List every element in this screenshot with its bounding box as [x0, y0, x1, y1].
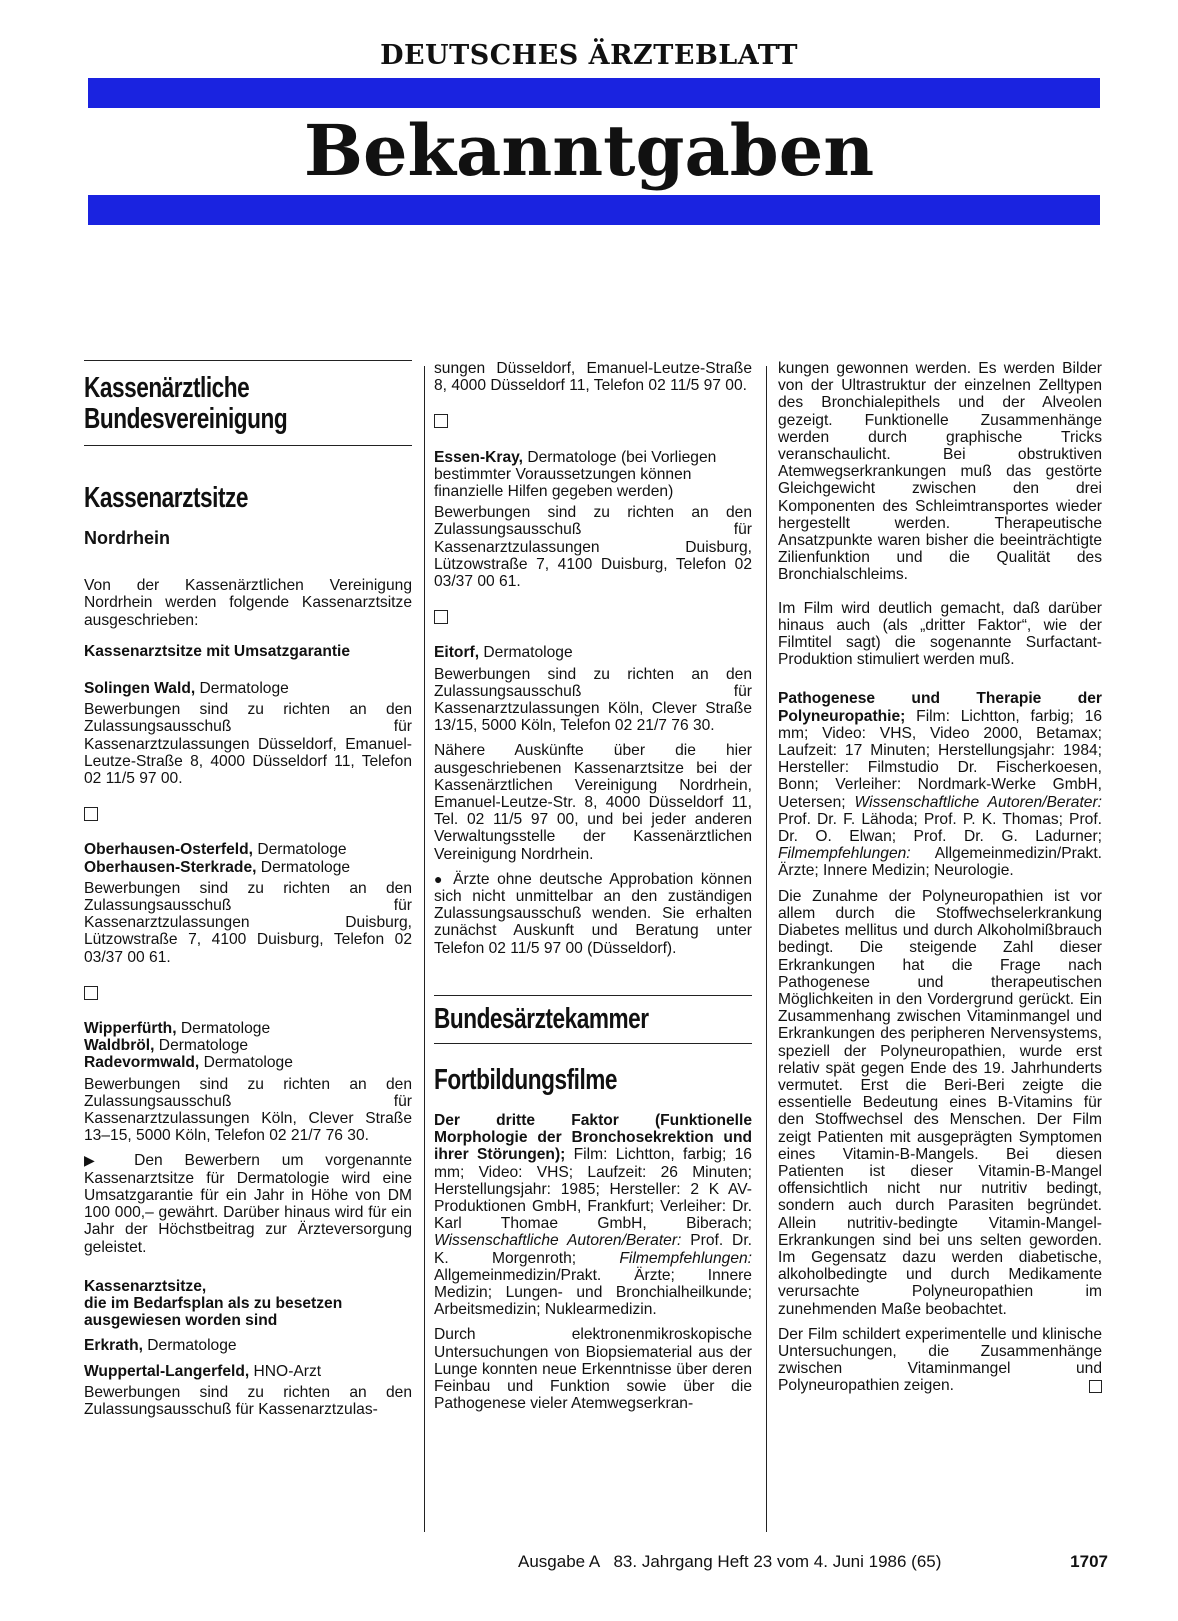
column-2 — [434, 360, 752, 1420]
separator-square-icon — [434, 610, 448, 624]
film-description: Der Film schildert experimentelle und klinische Untersuchungen, die Zusammenhänge zwischen Vitaminmangel und Polyneuropathien zeigen. — [778, 1325, 1102, 1395]
section-heading: Kassenärztliche Bundesvereinigung — [84, 372, 288, 435]
film-description: kungen gewonnen werden. Es werden Bilder von der Ultrastruktur der einzelnen Zelltypen des Bronchialepithels und der Alveolen gezeigt. Funktionelle Zusammenhänge werden durch graphische Tricks veranschaulicht. Bei obstruktiven Atemwegserkrankungen muß das gestörte Gleichgewicht zwischen den drei Komponenten des Schleimtransportes wieder hergestellt werden. Therapeutische Ansatzpunkte waren bisher die beeinträchtigte Zilienfunktion und die Qualität des Bronchialschleims. — [778, 360, 1102, 584]
film-description: Die Zunahme der Polyneuropathien ist vor allem durch die Stoffwechselerkrankung Diabetes mellitus und durch Alkoholmißbrauch bedingt. Die steigende Zahl dieser Erkrankungen hat die Frage nach Pathogenese und therapeutischen Möglichkeiten in den Vordergrund gerückt. Ein Zusammenhang zwischen Vitaminmangel und Erkrankungen des peripheren Nervensystems, speziell der Polyneuropathien, wurde erst relativ spät gegen Ende des 19. Jahrhunderts vermutet. Erst die Beri-Beri zeigte die essentielle Bedeutung eines B-Vitamins für den Stoffwechsel des Menschen. Der Film zeigt Patienten mit ausgeprägten Symptomen eines Vitamin-B-Mangels. Bei diesen Patienten ist dieser Vitamin-B-Mangel offensichtlich nicht nur nutritiv bedingt, sondern auch durch Parasiten begründet. Allein nutritiv-bedingte Vitamin-Mangel-Erkrankungen sind bei uns selten geworden. Im Gegensatz dazu werden diabetische, alkoholbedingte und durch Medikamente verursachte Polyneuropathien im zunehmenden Maße beobachtet. — [778, 887, 1102, 1318]
journal-name: DEUTSCHES ÄRZTEBLATT — [380, 40, 798, 71]
info-text: Nähere Auskünfte über die hier ausgeschriebenen Kassenarztsitze bei der Kassenärztlichen Vereinigung Nordrhein, Emanuel-Leutze-Str. 8, 4000 Düsseldorf 11, Tel. 02 11/5 97 00, und bei jeder anderen Verwaltungsstelle der Kassenärztlichen Vereinigung Nordrhein. — [434, 742, 752, 863]
subsection-heading: Fortbildungsfilme — [434, 1063, 618, 1096]
listing-text: Bewerbungen sind zu richten an den Zulassungsausschuß für Kassenarztzulassungen Duisburg, Lützowstraße 7, 4100 Duisburg, Telefon 02 03/37 00 61. — [434, 504, 752, 591]
approbation-note: ● Ärzte ohne deutsche Approbation können sich nicht unmittelbar an den zuständigen Zulassungsausschuß wenden. Sie erhalten zunächst Auskunft und Beratung unter Telefon 02 11/5 97 00 (Düsseldorf). — [434, 870, 752, 957]
list-heading: die im Bedarfsplan als zu besetzen — [84, 1294, 343, 1312]
list-heading: Kassenarztsitze, — [84, 1277, 207, 1295]
film-description: Im Film wird deutlich gemacht, daß darüber hinaus auch (als „dritter Faktor“, wie der Filmtitel sagt) die sogenannte Surfactant-Produktion stimuliert werden muß. — [778, 599, 1102, 669]
listing-title: Wuppertal-Langerfeld, HNO-Arzt — [84, 1362, 322, 1380]
listing-title: Eitorf, Dermatologe — [434, 644, 573, 662]
listing-text: Bewerbungen sind zu richten an den Zulassungsausschuß für Kassenarztzulassungen Köln, Clever Straße 13–15, 5000 Köln, Telefon 02 21/7 76 30. — [84, 1075, 412, 1145]
page-title: Bekanntgaben — [303, 109, 875, 192]
listing-title: Oberhausen-Sterkrade, Dermatologe — [84, 858, 351, 876]
page-number: 1707 — [1070, 1552, 1108, 1571]
listing-title: Solingen Wald, Dermatologe — [84, 680, 289, 698]
film-entry: Der dritte Faktor (Funktionelle Morphologie der Bronchosekrektion und ihrer Störungen); Film: Lichtton, farbig; 16 mm; Video: VHS; Laufzeit: 26 Minuten; Herstellungsjahr: 1985; Hersteller: 2 K AV-Produktionen GmbH, Frankfurt; Verleiher: Dr. Karl Thomae GmbH, Biberach; Wissenschaftliche Autoren/Berater: Prof. Dr. K. Morgenroth; Filmempfehlungen: Allgemeinmedizin/Prakt. Ärzte; Innere Medizin; Lungen- und Bronchialheilkunde; Arbeitsmedizin; Nuklearmedizin. — [434, 1111, 752, 1319]
listing-title: Erkrath, Dermatologe — [84, 1337, 237, 1355]
listing-text: sungen Düsseldorf, Emanuel-Leutze-Straße 8, 4000 Düsseldorf 11, Telefon 02 11/5 97 00. — [434, 360, 752, 395]
film-description: Durch elektronenmikroskopische Untersuchungen von Biopsiematerial aus der Lunge konnten neue Erkenntnisse über deren Feinbau und Funktion sowie über die Pathogenese vieler Atemwegserkran- — [434, 1326, 752, 1413]
masthead-bar-bottom — [88, 195, 1100, 225]
arrow-icon: ▶ — [84, 1152, 113, 1169]
listing-title: Radevormwald, Dermatologe — [84, 1054, 293, 1072]
intro-text: Von der Kassenärztlichen Vereinigung Nordrhein werden folgende Kassenarztsitze ausgeschrieben: — [84, 577, 412, 629]
separator-square-icon — [434, 414, 448, 428]
bullet-icon: ● — [434, 870, 446, 887]
issue-info: Ausgabe A 83. Jahrgang Heft 23 vom 4. Juni 1986 (65) — [518, 1552, 942, 1571]
listing-text: Bewerbungen sind zu richten an den Zulassungsausschuß für Kassenarztzulassungen Köln, Clever Straße 13/15, 5000 Köln, Telefon 02 21/7 76 30. — [434, 665, 752, 735]
section-heading: Bundesärztekammer — [434, 1002, 649, 1035]
guarantee-note: ▶ Den Bewerbern um vorgenannte Kassenarztsitze für Dermatologie wird eine Umsatzgarantie für ein Jahr in Höhe von DM 100 000,– gewährt. Darüber hinaus wird für ein Jahr der Höchstbeitrag zur Ärzteversorgung geleistet. — [84, 1152, 412, 1256]
listing-text: Bewerbungen sind zu richten an den Zulassungsausschuß für Kassenarztzulassungen Duisburg, Lützowstraße 7, 4100 Duisburg, Telefon 02 03/37 00 61. — [84, 879, 412, 966]
listing-title: Oberhausen-Osterfeld, Dermatologe — [84, 841, 347, 859]
separator-square-icon — [84, 807, 98, 821]
region-heading: Nordrhein — [84, 528, 171, 548]
list-heading: Kassenarztsitze mit Umsatzgarantie — [84, 642, 351, 660]
listing-title: Essen-Kray, Dermatologe (bei Vorliegen bestimmter Voraussetzungen können finanzielle Hilfen gegeben werden) — [434, 448, 717, 501]
listing-title: Waldbröl, Dermatologe — [84, 1037, 249, 1055]
column-divider — [424, 366, 425, 1532]
film-entry: Pathogenese und Therapie der Polyneuropathie; Film: Lichtton, farbig; 16 mm; Video: VHS, Video 2000, Betamax; Laufzeit: 17 Minuten; Herstellungsjahr: 1984; Hersteller: Filmstudio Dr. Fischerkoesen, Bonn; Verleiher: Nordmark-Werke GmbH, Uetersen; Wissenschaftliche Autoren/Berater: Prof. Dr. F. Lähoda; Prof. P. K. Thomas; Prof. Dr. O. Elwan; Prof. Dr. G. Ladurner; Filmempfehlungen: Allgemeinmedizin/Prakt. Ärzte; Innere Medizin; Neurologie. — [778, 690, 1102, 880]
page-footer — [518, 1552, 1108, 1572]
column-divider — [766, 366, 767, 1532]
end-square-icon — [1089, 1380, 1102, 1393]
listing-title: Wipperfürth, Dermatologe — [84, 1020, 271, 1038]
subsection-heading: Kassenarztsitze — [84, 482, 248, 514]
column-1 — [84, 360, 412, 1426]
masthead-bar-top — [88, 78, 1100, 108]
column-3 — [778, 360, 1102, 1403]
listing-text: Bewerbungen sind zu richten an den Zulassungsausschuß für Kassenarztzulas- — [84, 1383, 412, 1418]
listing-text: Bewerbungen sind zu richten an den Zulassungsausschuß für Kassenarztzulassungen Düsseldorf, Emanuel-Leutze-Straße 8, 4000 Düsseldorf 11, Telefon 02 11/5 97 00. — [84, 701, 412, 788]
list-heading: ausgewiesen worden sind — [84, 1312, 278, 1330]
separator-square-icon — [84, 986, 98, 1000]
